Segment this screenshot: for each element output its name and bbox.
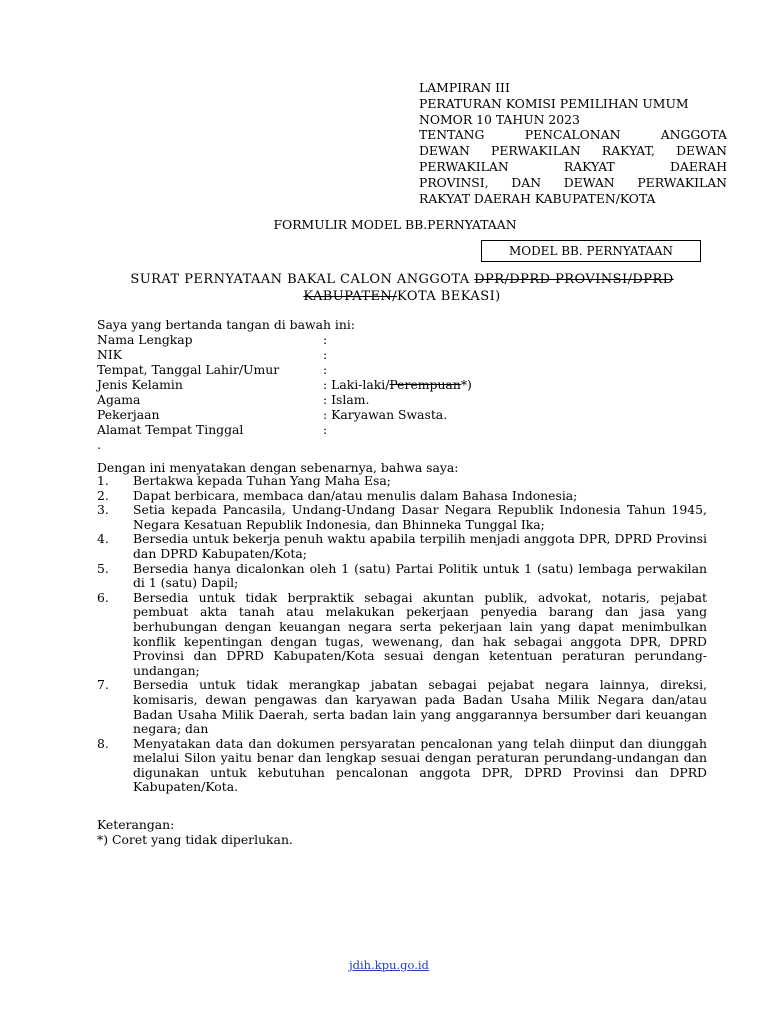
field-address: Alamat Tempat Tinggal : bbox=[97, 422, 328, 437]
attachment-header bbox=[419, 80, 727, 206]
list-item: 3. Setia kepada Pancasila, Undang-Undang Dasar Negara Republik Indonesia Tahun 1945, Negara Kesatuan Republik Indonesia, dan Bhinneka Tunggal Ika; bbox=[97, 502, 707, 532]
field-nama: Nama Lengkap : bbox=[97, 332, 328, 347]
list-item: 8. Menyatakan data dan dokumen persyaratan pencalonan yang telah diinput dan diunggah melalui Silon yaitu benar dan lengkap sesuai dengan peraturan perundang-undangan dan digunakan untuk kebutuhan pencalonan anggota DPR, DPRD Provinsi dan DPRD Kabupaten/Kota. bbox=[97, 735, 707, 795]
form-title: FORMULIR MODEL BB.PERNYATAAN bbox=[273, 217, 517, 232]
notes-heading: Keterangan: bbox=[97, 817, 175, 832]
identity-section bbox=[97, 317, 717, 452]
notes-section bbox=[97, 817, 707, 847]
struck-title-part-2: KABUPATEN/ bbox=[303, 288, 398, 304]
statement-intro: Dengan ini menyatakan dengan sebenarnya, bahwa saya: bbox=[97, 460, 459, 475]
field-religion: Agama : Islam. bbox=[97, 392, 370, 407]
statement-title: SURAT PERNYATAAN BAKAL CALON ANGGOTA DPR/DPRD PROVINSI/DPRD KABUPATEN/KOTA BEKASI) bbox=[130, 272, 674, 304]
regulation-label: PERATURAN KOMISI PEMILIHAN UMUM bbox=[419, 95, 689, 111]
notes-line: *) Coret yang tidak diperlukan. bbox=[97, 832, 293, 847]
field-nik: NIK : bbox=[97, 347, 328, 362]
regulation-number: NOMOR 10 TAHUN 2023 bbox=[419, 111, 580, 127]
field-gender: Jenis Kelamin : Laki-laki/Perempuan*) bbox=[97, 377, 472, 392]
list-item: 5. Bersedia hanya dicalonkan oleh 1 (satu) Partai Politik untuk 1 (satu) lembaga perwakilan di 1 (satu) Dapil; bbox=[97, 560, 707, 591]
regulation-subject-line-5: RAKYAT DAERAH KABUPATEN/KOTA bbox=[419, 190, 656, 206]
regulation-subject-line-1: TENTANG PENCALONAN ANGGOTA bbox=[419, 127, 727, 143]
field-ttl: Tempat, Tanggal Lahir/Umur : bbox=[97, 362, 328, 377]
struck-title-part-1: DPR/DPRD PROVINSI/DPRD bbox=[474, 272, 674, 287]
stray-dot: . bbox=[97, 437, 101, 452]
list-item: 6. Bersedia untuk tidak berpraktik sebagai akuntan publik, advokat, notaris, pejabat pembuat akta tanah atau melakukan pekerjaan penyedia barang dan jasa yang berhubungan dengan keuangan negara serta pekerjaan lain yang dapat menimbulkan konflik kepentingan dengan tugas, wewenang, dan hak sebagai anggota DPR, DPRD Provinsi dan DPRD Kabupaten/Kota sesuai dengan ketentuan peraturan perundang-undangan; bbox=[97, 589, 707, 678]
declaration-list bbox=[97, 474, 707, 795]
list-item: 7. Bersedia untuk tidak merangkap jabatan sebagai pejabat negara lainnya, direksi, komisaris, dewan pengawas dan karyawan pada Badan Usaha Milik Negara dan/atau Badan Usaha Milik Daerah, serta badan lain yang anggarannya bersumber dari keuangan negara; dan bbox=[97, 677, 707, 737]
lampiran-label: LAMPIRAN III bbox=[419, 80, 510, 95]
struck-gender: Perempuan bbox=[389, 377, 461, 392]
field-occupation: Pekerjaan : Karyawan Swasta. bbox=[97, 407, 448, 422]
list-item: 1. Bertakwa kepada Tuhan Yang Maha Esa; bbox=[97, 473, 391, 488]
regulation-subject-line-4: PROVINSI, DAN DEWAN PERWAKILAN bbox=[419, 174, 727, 190]
regulation-subject-line-3: PERWAKILAN RAKYAT DAERAH bbox=[419, 158, 727, 174]
regulation-subject-line-2: DEWAN PERWAKILAN RAKYAT, DEWAN bbox=[419, 143, 727, 159]
list-item: 4. Bersedia untuk bekerja penuh waktu apabila terpilih menjadi anggota DPR, DPRD Provinsi dan DPRD Kabupaten/Kota; bbox=[97, 531, 707, 561]
model-box bbox=[481, 240, 701, 262]
list-item: 2. Dapat berbicara, membaca dan/atau menulis dalam Bahasa Indonesia; bbox=[97, 487, 578, 503]
model-box-label: MODEL BB. PERNYATAAN bbox=[508, 243, 674, 258]
jdih-link[interactable]: jdih.kpu.go.id bbox=[349, 958, 429, 972]
identity-intro: Saya yang bertanda tangan di bawah ini: bbox=[97, 317, 355, 332]
